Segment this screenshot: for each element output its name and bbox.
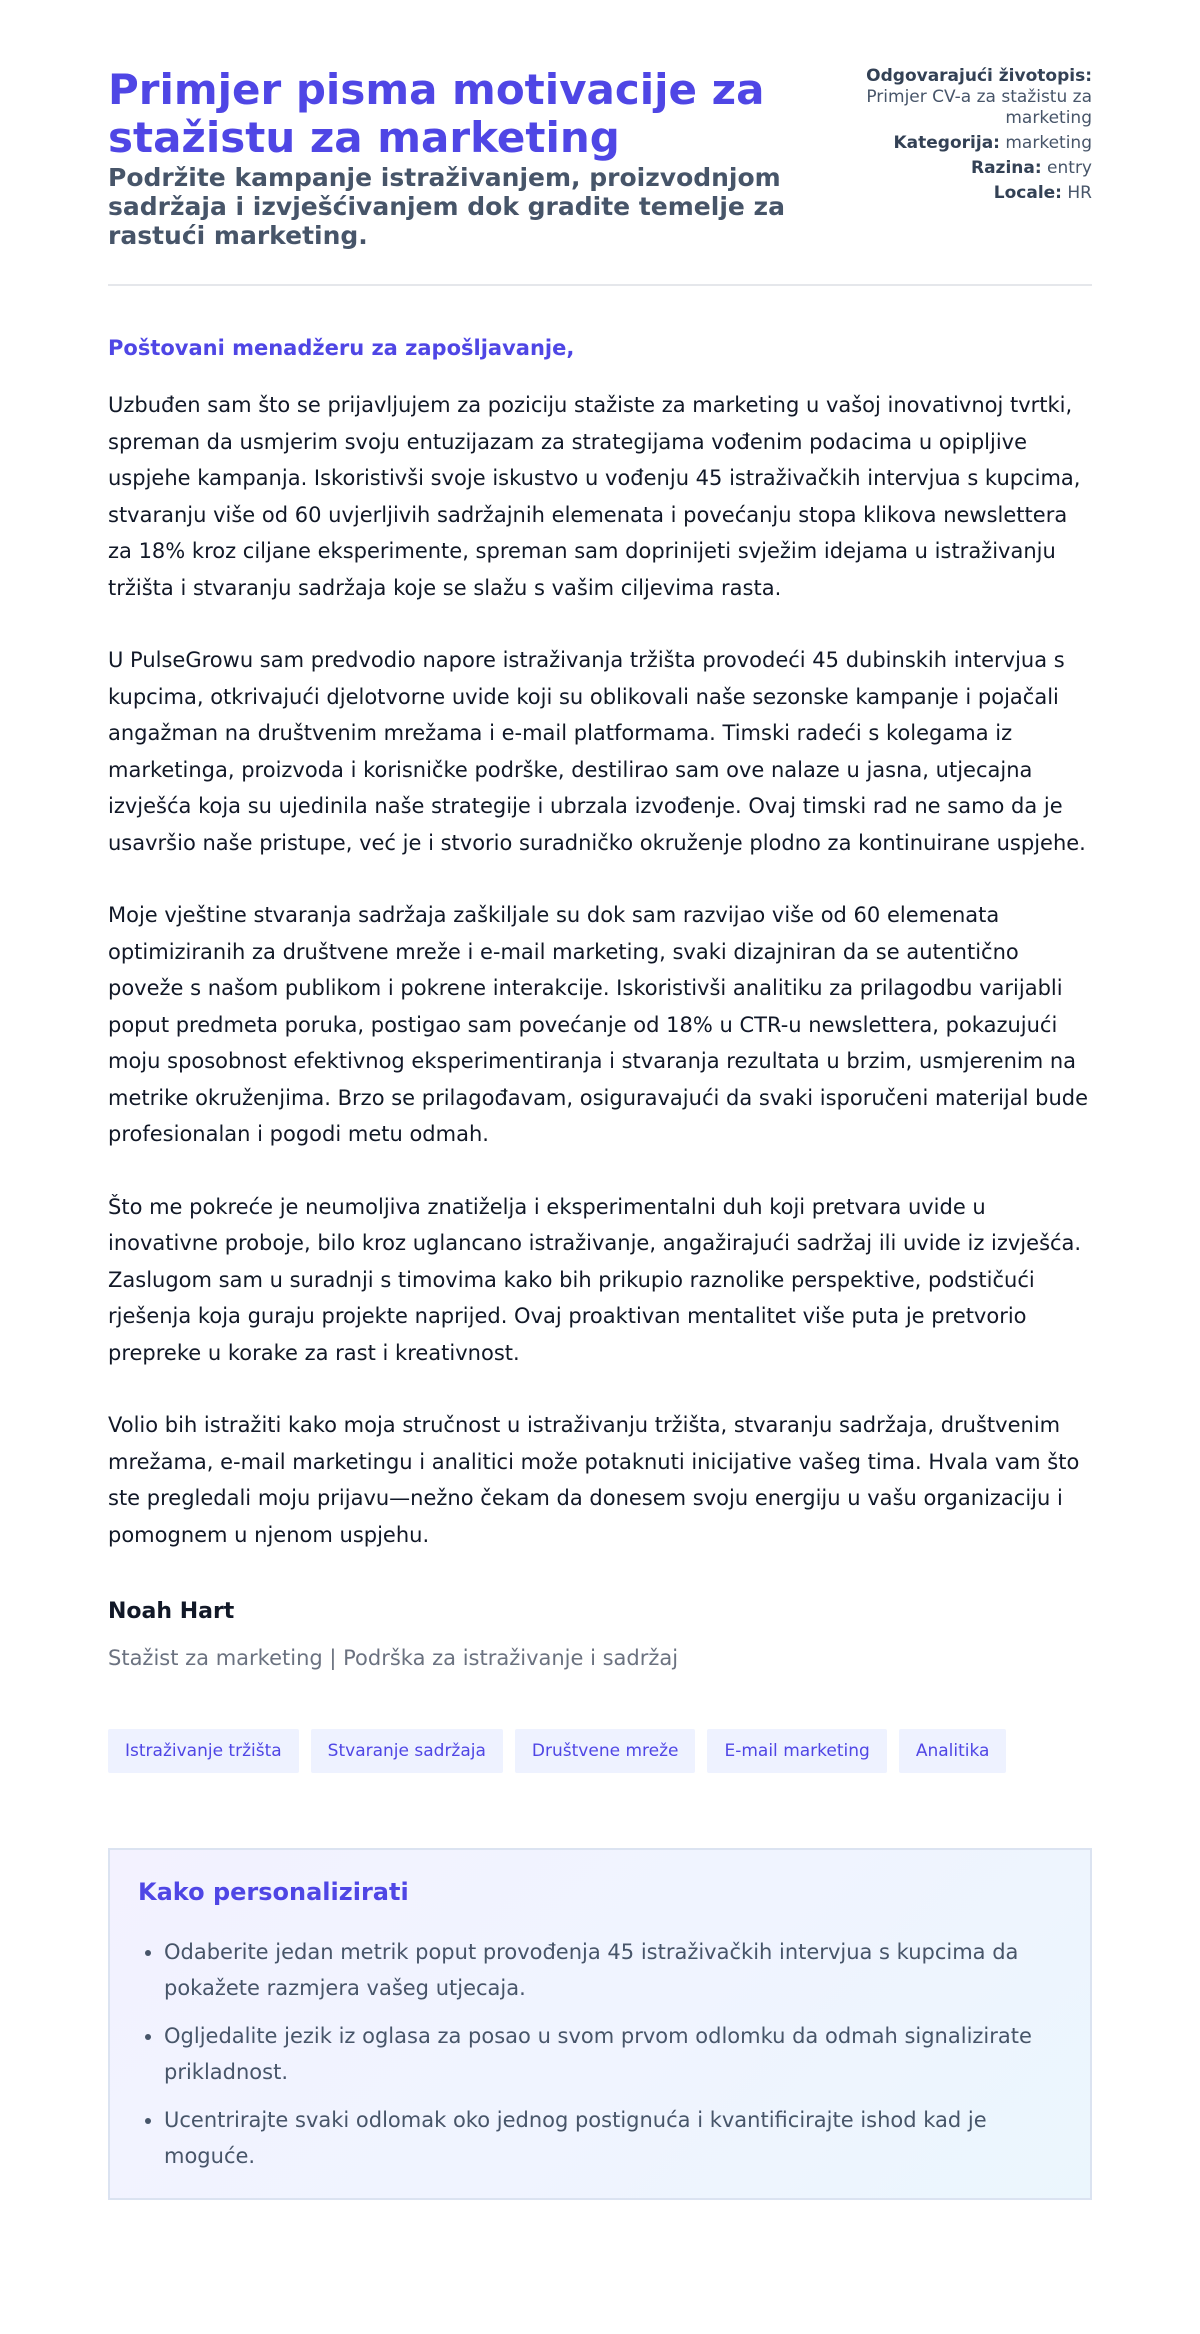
level-value: entry	[1047, 158, 1092, 178]
category-value: marketing	[1005, 133, 1092, 153]
level-label: Razina:	[970, 158, 1042, 178]
letter-greeting: Poštovani menadžeru za zapošljavanje,	[108, 336, 575, 360]
matching-resume-label: Odgovarajući životopis:	[866, 66, 1092, 86]
locale-label: Locale:	[993, 183, 1062, 203]
signature-role: Stažist za marketing | Podrška za istraživanje i sadržaj	[108, 1646, 679, 1670]
matching-resume-meta	[842, 66, 1092, 129]
letter-paragraph-2: U PulseGrowu sam predvodio napore istraživanja tržišta provodeći 45 dubinskih intervjua s kupcima, otkrivajući djelotvorne uvide koji su oblikovali naše sezonske kampanje i pojačali angažman na društvenim mrežama i e-mail platformama. Timski radeći s kolegama iz marketinga, proizvoda i korisničke podrške, destilirao sam ove nalaze u jasna, utjecajna izvješća koja su ujedinila naše strategije i ubrzala izvođenje. Ovaj timski rad ne samo da je usavršio naše pristupe, već je i stvorio suradničko okruženje plodno za kontinuirane uspjehe.	[108, 648, 1086, 855]
level-meta	[842, 158, 1092, 179]
page-subtitle: Podržite kampanje istraživanjem, proizvodnjom sadržaja i izvješćivanjem dok gradite temelje za rastući marketing.	[108, 163, 785, 250]
signature-name: Noah Hart	[108, 1599, 235, 1624]
page-header	[108, 66, 1092, 286]
cover-letter-body	[108, 335, 1092, 2200]
locale-value: HR	[1067, 183, 1092, 203]
personalization-tip-1: • Odaberite jedan metrik poput provođenja 45 istraživačkih intervjua s kupcima da pokažete razmjera vašeg utjecaja.	[164, 1934, 1062, 2006]
locale-meta	[842, 183, 1092, 204]
skill-tag-email-marketing: E-mail marketing	[707, 1729, 886, 1773]
personalization-title: Kako personalizirati	[138, 1878, 409, 1906]
category-label: Kategorija:	[893, 133, 1000, 153]
letter-paragraph-5: Volio bih istražiti kako moja stručnost u istraživanju tržišta, stvaranju sadržaja, društvenim mrežama, e-mail marketingu i analitici može potaknuti inicijative vašeg tima. Hvala vam što ste pregledali moju prijavu—nežno čekam da donesem svoju energiju u vašu organizaciju i pomognem u njenom uspjehu.	[108, 1413, 1080, 1547]
category-meta	[842, 133, 1092, 154]
skill-tag-content-creation: Stvaranje sadržaja	[311, 1729, 503, 1773]
header-title-block	[108, 66, 828, 250]
signature-block	[108, 1599, 1092, 1671]
personalization-tip-3: • Ucentrirajte svaki odlomak oko jednog postignuća i kvantificirajte ishod kad je moguće.	[164, 2102, 1062, 2174]
document-meta	[842, 66, 1092, 204]
personalization-tips-list	[138, 1934, 1062, 2174]
personalization-tips-card	[108, 1848, 1092, 2200]
letter-paragraph-4: Što me pokreće je neumoljiva znatiželja i eksperimentalni duh koji pretvara uvide u inovativne proboje, bilo kroz uglancano istraživanje, angažirajući sadržaj ili uvide iz izvješća. Zaslugom sam u suradnji s timovima kako bih prikupio raznolike perspektive, podstičući rješenja koja guraju projekte naprijed. Ovaj proaktivan mentalitet više puta je pretvorio prepreke u korake za rast i kreativnost.	[108, 1194, 1082, 1365]
matching-resume-value: Primjer CV-a za stažistu za marketing	[866, 87, 1092, 128]
letter-paragraph-1: Uzbuđen sam što se prijavljujem za poziciju stažiste za marketing u vašoj inovativnoj tvrtki, spreman da usmjerim svoju entuzijazam za strategijama vođenim podacima u opipljive uspjehe kampanja. Iskoristivši svoje iskustvo u vođenju 45 istraživačkih intervjua s kupcima, stvaranju više od 60 uvjerljivih sadržajnih elemenata i povećanju stopa klikova newslettera za 18% kroz ciljane eksperimente, spreman sam doprinijeti svježim idejama u istraživanju tržišta i stvaranju sadržaja koje se slažu s vašim ciljevima rasta.	[108, 393, 1081, 600]
skill-tags	[108, 1729, 1092, 1773]
skill-tag-analytics: Analitika	[899, 1729, 1007, 1773]
personalization-tip-2: • Ogljedalite jezik iz oglasa za posao u svom prvom odlomku da odmah signalizirate prikladnost.	[164, 2018, 1062, 2090]
page-title: Primjer pisma motivacije za stažistu za marketing	[108, 65, 765, 162]
skill-tag-social-media: Društvene mreže	[515, 1729, 696, 1773]
skill-tag-market-research: Istraživanje tržišta	[108, 1729, 299, 1773]
letter-paragraph-3: Moje vještine stvaranja sadržaja zaškiljale su dok sam razvijao više od 60 elemenata optimiziranih za društvene mreže i e-mail marketing, svaki dizajniran da se autentično poveže s našom publikom i pokrene interakcije. Iskoristivši analitiku za prilagodbu varijabli poput predmeta poruka, postigao sam povećanje od 18% u CTR-u newslettera, pokazujući moju sposobnost efektivnog eksperimentiranja i stvaranja rezultata u brzim, usmjerenim na metrike okruženjima. Brzo se prilagođavam, osiguravajući da svaki isporučeni materijal bude profesionalan i pogodi metu odmah.	[108, 903, 1089, 1146]
